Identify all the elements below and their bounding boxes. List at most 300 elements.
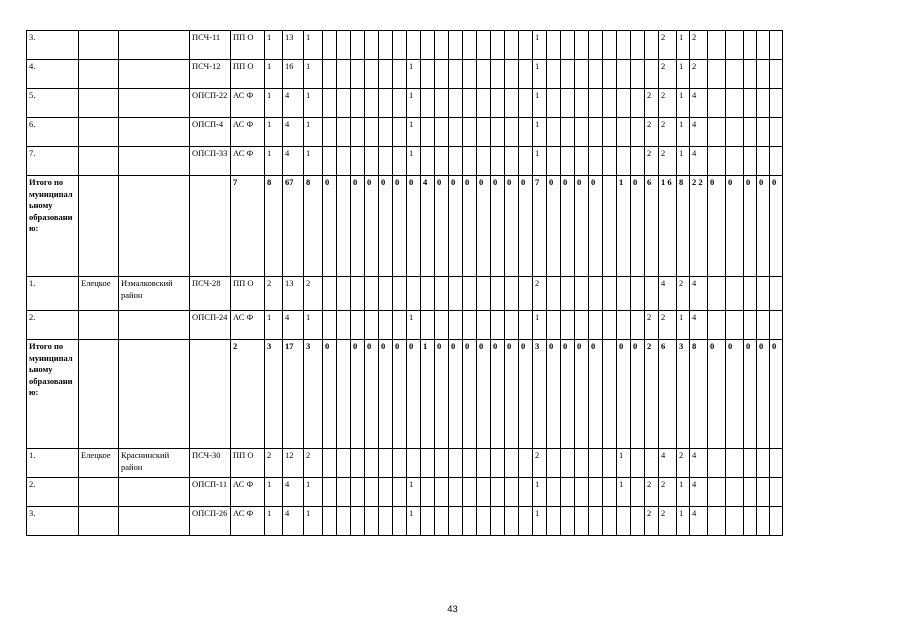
value-cell [407, 449, 421, 478]
value-cell [351, 118, 365, 147]
value-cell [421, 147, 435, 176]
value-cell [575, 118, 589, 147]
value-cell: 8 [677, 176, 690, 277]
value-cell [477, 277, 491, 311]
district-cell [119, 507, 190, 536]
value-cell: 0 [575, 176, 589, 277]
value-cell: 1 [265, 118, 283, 147]
value-cell [491, 507, 505, 536]
district-cell [119, 311, 190, 340]
value-cell [744, 311, 757, 340]
value-cell: 0 [770, 176, 783, 277]
city-cell [79, 60, 119, 89]
value-cell: 1 [265, 507, 283, 536]
value-cell: 8 [304, 176, 323, 277]
value-cell [617, 277, 631, 311]
value-cell: 1 [407, 89, 421, 118]
value-cell [744, 89, 757, 118]
value-cell: 0 [631, 340, 645, 449]
value-cell: 3 [304, 340, 323, 449]
city-cell [79, 176, 119, 277]
value-cell [519, 478, 533, 507]
row-number-cell: 6. [27, 118, 79, 147]
value-cell: 2 [645, 478, 659, 507]
value-cell: 1 [407, 60, 421, 89]
value-cell: 2 2 [690, 176, 708, 277]
value-cell [631, 507, 645, 536]
value-cell [393, 478, 407, 507]
value-cell [449, 60, 463, 89]
value-cell [337, 311, 351, 340]
value-cell: 0 [323, 340, 337, 449]
unit-cell: ПСЧ-28 [190, 277, 231, 311]
value-cell [337, 89, 351, 118]
value-cell [393, 449, 407, 478]
value-cell [379, 478, 393, 507]
value-cell: 2 [265, 277, 283, 311]
value-cell [575, 478, 589, 507]
unit-cell: ОПСП-33 [190, 147, 231, 176]
fire-units-table [26, 30, 796, 536]
value-cell: 0 [351, 176, 365, 277]
value-cell: 1 [265, 478, 283, 507]
value-cell [477, 31, 491, 60]
value-cell: 0 [463, 340, 477, 449]
value-cell [631, 311, 645, 340]
value-cell: 0 [561, 340, 575, 449]
value-cell: 0 [505, 176, 519, 277]
table-row [27, 118, 796, 147]
value-cell [505, 478, 519, 507]
value-cell [519, 277, 533, 311]
value-cell [449, 507, 463, 536]
value-cell [449, 147, 463, 176]
value-cell [421, 311, 435, 340]
value-cell [589, 118, 603, 147]
row-number-cell: 1. [27, 449, 79, 478]
value-cell [491, 449, 505, 478]
value-cell [491, 478, 505, 507]
value-cell [547, 507, 561, 536]
value-cell [757, 507, 770, 536]
value-cell [757, 449, 770, 478]
value-cell: 1 [265, 60, 283, 89]
value-cell [561, 311, 575, 340]
city-cell: Елецкое [79, 277, 119, 311]
value-cell: 2 [659, 507, 677, 536]
value-cell [337, 277, 351, 311]
value-cell [726, 118, 744, 147]
value-cell: 7 [533, 176, 547, 277]
value-cell [337, 147, 351, 176]
value-cell [379, 147, 393, 176]
value-cell: 0 [477, 176, 491, 277]
value-cell [708, 60, 726, 89]
value-cell [463, 311, 477, 340]
value-cell [379, 277, 393, 311]
value-cell [323, 277, 337, 311]
value-cell [393, 507, 407, 536]
value-cell [770, 277, 783, 311]
value-cell: 0 [726, 340, 744, 449]
value-cell [337, 60, 351, 89]
city-cell [79, 118, 119, 147]
value-cell: 0 [379, 176, 393, 277]
value-cell [757, 147, 770, 176]
value-cell: 1 [304, 147, 323, 176]
value-cell [547, 277, 561, 311]
unit-type-cell: ПП О [231, 60, 265, 89]
value-cell: 0 [726, 176, 744, 277]
value-cell: 0 [617, 340, 631, 449]
value-cell: 2 [690, 31, 708, 60]
value-cell [631, 478, 645, 507]
value-cell [726, 31, 744, 60]
value-cell: 4 [283, 89, 304, 118]
value-cell [617, 31, 631, 60]
value-cell: 0 [477, 340, 491, 449]
city-cell [79, 507, 119, 536]
value-cell [770, 147, 783, 176]
value-cell [393, 311, 407, 340]
value-cell [770, 507, 783, 536]
unit-type-cell: ПП О [231, 277, 265, 311]
value-cell [365, 277, 379, 311]
value-cell [393, 60, 407, 89]
value-cell [435, 118, 449, 147]
city-cell [79, 31, 119, 60]
value-cell: 0 [589, 340, 603, 449]
value-cell [323, 311, 337, 340]
value-cell: 1 [677, 478, 690, 507]
value-cell: 1 [677, 31, 690, 60]
value-cell [435, 31, 449, 60]
value-cell [449, 311, 463, 340]
value-cell [561, 60, 575, 89]
value-cell [547, 449, 561, 478]
value-cell: 2 [645, 311, 659, 340]
value-cell [589, 507, 603, 536]
value-cell: 4 [690, 147, 708, 176]
value-cell [491, 31, 505, 60]
value-cell [379, 118, 393, 147]
value-cell [757, 31, 770, 60]
value-cell: 17 [283, 340, 304, 449]
value-cell: 2 [677, 449, 690, 478]
value-cell [645, 449, 659, 478]
unit-type-cell: 7 [231, 176, 265, 277]
value-cell [726, 277, 744, 311]
value-cell: 6 [659, 340, 677, 449]
value-cell: 2 [645, 118, 659, 147]
value-cell [631, 147, 645, 176]
city-cell: Елецкое [79, 449, 119, 478]
value-cell: 0 [379, 340, 393, 449]
value-cell: 1 [533, 118, 547, 147]
value-cell: 0 [435, 176, 449, 277]
value-cell [477, 60, 491, 89]
value-cell [708, 147, 726, 176]
value-cell: 1 [304, 31, 323, 60]
value-cell: 0 [351, 340, 365, 449]
value-cell [505, 311, 519, 340]
unit-cell: ПСЧ-11 [190, 31, 231, 60]
district-cell [119, 31, 190, 60]
unit-type-cell: АС Ф [231, 311, 265, 340]
value-cell [631, 89, 645, 118]
district-cell [119, 60, 190, 89]
value-cell [519, 31, 533, 60]
value-cell [463, 478, 477, 507]
district-cell [119, 118, 190, 147]
value-cell: 0 [449, 340, 463, 449]
row-number-cell: 3. [27, 31, 79, 60]
value-cell [575, 31, 589, 60]
value-cell [435, 449, 449, 478]
unit-type-cell: АС Ф [231, 478, 265, 507]
value-cell [589, 147, 603, 176]
value-cell [491, 147, 505, 176]
value-cell [421, 31, 435, 60]
value-cell: 1 [265, 311, 283, 340]
value-cell [589, 89, 603, 118]
value-cell [757, 118, 770, 147]
value-cell [393, 89, 407, 118]
value-cell [603, 118, 617, 147]
value-cell [449, 478, 463, 507]
value-cell [477, 89, 491, 118]
row-number-cell: 3. [27, 507, 79, 536]
value-cell [547, 147, 561, 176]
city-cell [79, 478, 119, 507]
value-cell: 2 [659, 118, 677, 147]
table-row [27, 60, 796, 89]
value-cell [744, 449, 757, 478]
value-cell [744, 507, 757, 536]
value-cell [547, 118, 561, 147]
table-row [27, 311, 796, 340]
value-cell [379, 89, 393, 118]
district-cell [119, 340, 190, 449]
value-cell [351, 277, 365, 311]
value-cell [421, 60, 435, 89]
value-cell: 0 [547, 340, 561, 449]
value-cell: 2 [659, 311, 677, 340]
row-number-cell: Итого по муниципальному образованию: [27, 176, 79, 277]
value-cell [645, 277, 659, 311]
table-row [27, 507, 796, 536]
table-row [27, 31, 796, 60]
page-number: 43 [447, 604, 458, 615]
value-cell [477, 507, 491, 536]
value-cell [770, 449, 783, 478]
value-cell [603, 340, 617, 449]
value-cell [351, 60, 365, 89]
value-cell [726, 507, 744, 536]
value-cell [547, 31, 561, 60]
table-row [27, 147, 796, 176]
value-cell [337, 449, 351, 478]
unit-cell: ПСЧ-12 [190, 60, 231, 89]
value-cell [365, 507, 379, 536]
value-cell [547, 60, 561, 89]
value-cell: 0 [770, 340, 783, 449]
value-cell: 4 [659, 277, 677, 311]
value-cell [393, 31, 407, 60]
value-cell: 1 [677, 60, 690, 89]
value-cell: 67 [283, 176, 304, 277]
value-cell: 3 [265, 340, 283, 449]
value-cell [547, 478, 561, 507]
value-cell: 0 [744, 340, 757, 449]
value-cell [603, 478, 617, 507]
value-cell [435, 478, 449, 507]
value-cell [770, 478, 783, 507]
value-cell [463, 31, 477, 60]
value-cell: 8 [690, 340, 708, 449]
value-cell [757, 60, 770, 89]
value-cell: 2 [265, 449, 283, 478]
value-cell: 1 [617, 176, 631, 277]
value-cell [365, 60, 379, 89]
unit-cell [190, 340, 231, 449]
value-cell [631, 449, 645, 478]
value-cell: 2 [645, 507, 659, 536]
district-cell [119, 478, 190, 507]
value-cell [491, 118, 505, 147]
value-cell [519, 89, 533, 118]
value-cell [393, 118, 407, 147]
value-cell: 6 [645, 176, 659, 277]
value-cell: 4 [283, 147, 304, 176]
unit-cell: ОПСП-11 [190, 478, 231, 507]
unit-cell: ОПСП-22 [190, 89, 231, 118]
value-cell [575, 449, 589, 478]
value-cell: 1 [265, 147, 283, 176]
value-cell: 1 [304, 60, 323, 89]
value-cell [351, 147, 365, 176]
value-cell [393, 147, 407, 176]
value-cell: 4 [283, 478, 304, 507]
value-cell [757, 478, 770, 507]
value-cell [561, 31, 575, 60]
value-cell: 2 [533, 449, 547, 478]
value-cell: 4 [690, 449, 708, 478]
value-cell [421, 118, 435, 147]
value-cell [603, 176, 617, 277]
value-cell [708, 118, 726, 147]
value-cell [393, 277, 407, 311]
value-cell [603, 147, 617, 176]
value-cell [603, 449, 617, 478]
value-cell [407, 31, 421, 60]
value-cell: 4 [283, 507, 304, 536]
value-cell [575, 311, 589, 340]
value-cell [505, 507, 519, 536]
value-cell [744, 478, 757, 507]
value-cell [365, 449, 379, 478]
value-cell: 4 [283, 311, 304, 340]
value-cell [323, 118, 337, 147]
value-cell: 0 [708, 340, 726, 449]
district-cell: Измалковский район [119, 277, 190, 311]
value-cell: 1 [677, 311, 690, 340]
value-cell [603, 507, 617, 536]
value-cell [744, 118, 757, 147]
value-cell [491, 277, 505, 311]
district-cell [119, 147, 190, 176]
row-number-cell: 2. [27, 311, 79, 340]
value-cell [708, 507, 726, 536]
value-cell [708, 478, 726, 507]
value-cell: 0 [575, 340, 589, 449]
value-cell: 2 [659, 60, 677, 89]
value-cell: 1 [407, 311, 421, 340]
value-cell [708, 31, 726, 60]
value-cell [757, 311, 770, 340]
value-cell [337, 176, 351, 277]
value-cell: 0 [519, 340, 533, 449]
value-cell [351, 311, 365, 340]
value-cell [589, 449, 603, 478]
value-cell [770, 118, 783, 147]
value-cell [449, 449, 463, 478]
value-cell [421, 507, 435, 536]
value-cell: 0 [708, 176, 726, 277]
value-cell [726, 147, 744, 176]
value-cell [365, 478, 379, 507]
value-cell [575, 89, 589, 118]
unit-type-cell: АС Ф [231, 89, 265, 118]
value-cell [323, 147, 337, 176]
value-cell [561, 89, 575, 118]
value-cell [617, 89, 631, 118]
value-cell: 2 [690, 60, 708, 89]
value-cell: 2 [659, 478, 677, 507]
value-cell [491, 89, 505, 118]
value-cell: 1 [533, 507, 547, 536]
value-cell: 0 [407, 176, 421, 277]
unit-cell [190, 176, 231, 277]
value-cell [379, 311, 393, 340]
row-number-cell: Итого по муниципальному образованию: [27, 340, 79, 449]
value-cell [708, 277, 726, 311]
value-cell: 1 [533, 31, 547, 60]
value-cell: 12 [283, 449, 304, 478]
value-cell: 0 [393, 340, 407, 449]
value-cell: 1 [407, 118, 421, 147]
value-cell [477, 147, 491, 176]
value-cell [379, 449, 393, 478]
value-cell [365, 31, 379, 60]
value-cell [561, 147, 575, 176]
value-cell [547, 89, 561, 118]
value-cell: 0 [519, 176, 533, 277]
value-cell [421, 89, 435, 118]
value-cell [744, 60, 757, 89]
value-cell [617, 118, 631, 147]
value-cell [477, 449, 491, 478]
value-cell: 1 [533, 311, 547, 340]
value-cell [323, 449, 337, 478]
value-cell [505, 277, 519, 311]
value-cell [449, 31, 463, 60]
value-cell [603, 89, 617, 118]
value-cell [337, 478, 351, 507]
value-cell: 0 [561, 176, 575, 277]
value-cell [708, 449, 726, 478]
value-cell: 2 [659, 147, 677, 176]
